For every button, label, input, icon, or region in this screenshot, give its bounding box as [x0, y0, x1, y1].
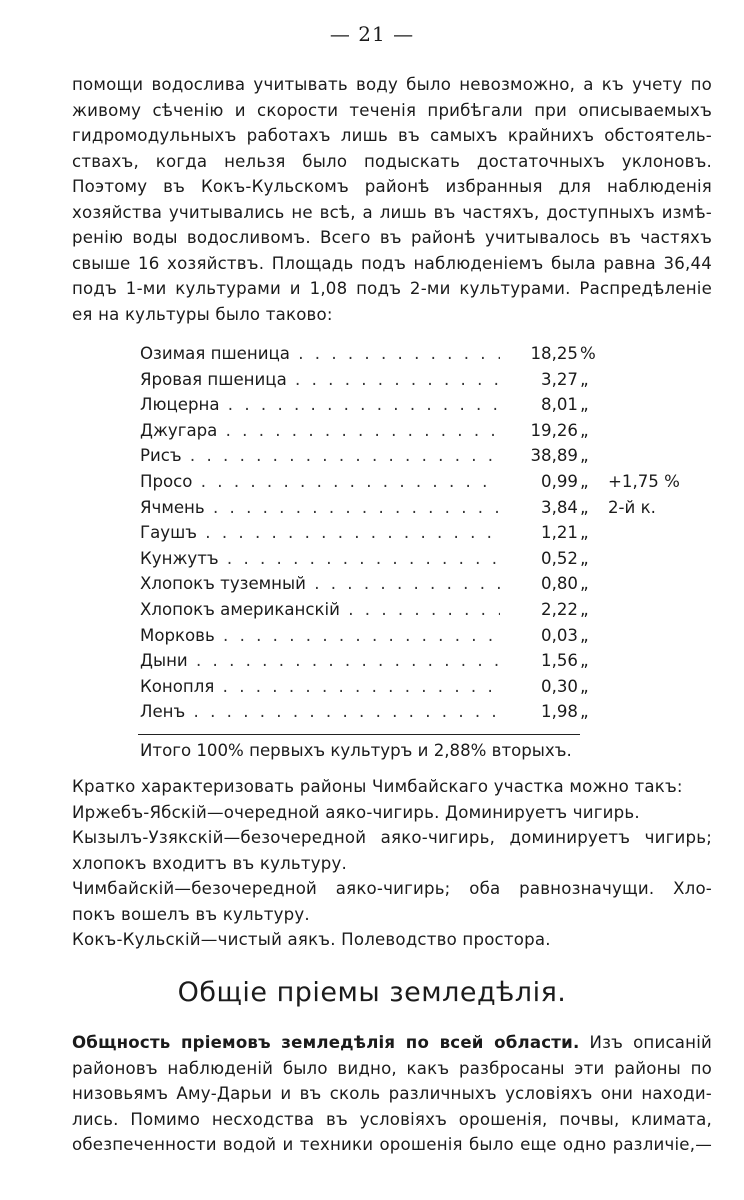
table-row — [140, 392, 700, 418]
crop-name: Гаушъ . . . — [140, 520, 500, 546]
crop-unit: „ — [580, 420, 589, 440]
crop-unit: „ — [580, 676, 589, 696]
crop-unit: „ — [580, 395, 589, 415]
text-line: помощи водослива учитывать воду было невозможно, а къ учету по — [72, 75, 712, 94]
text-line: обезпеченности водой и техники орошенія было еще одно различіе,— — [72, 1135, 712, 1154]
table-row — [140, 674, 700, 700]
table-row — [140, 520, 700, 546]
crop-value: 1,21 — [541, 523, 578, 543]
crop-note: +1,75 % — [608, 471, 680, 491]
crop-unit: „ — [580, 548, 589, 568]
crop-unit: „ — [580, 497, 589, 517]
crop-value: 19,26 — [530, 420, 578, 440]
text-line: Кратко характеризовать районы Чимбайскаго участка можно такъ: — [72, 777, 683, 796]
crop-value: 0,80 — [541, 574, 578, 594]
table-row — [140, 443, 700, 469]
text-line: Кокъ-Кульскій—чистый аякъ. Полеводство простора. — [72, 930, 551, 949]
table-row — [140, 623, 700, 649]
crop-name: Джугара . . . — [140, 418, 500, 444]
text-line: Кызылъ-Узякскій—безочередной аяко-чигирь, доминируетъ чигирь; — [72, 828, 712, 847]
crop-value: 0,52 — [541, 548, 578, 568]
crop-name: Хлопокъ американскій . . . — [140, 597, 500, 623]
crop-unit: „ — [580, 446, 589, 466]
crop-note: 2-й к. — [608, 497, 656, 517]
crop-name: Люцерна . . . — [140, 392, 500, 418]
section-title: Общіе пріемы земледѣлія. — [177, 977, 567, 1008]
crop-unit: „ — [580, 471, 589, 491]
text-line: Поэтому въ Кокъ-Кульскомъ районѣ избранныя для наблюденія — [72, 177, 712, 196]
crop-value: 0,03 — [541, 625, 578, 645]
text-line: Иржебъ-Ябскій—очередной аяко-чигирь. Доминируетъ чигирь. — [72, 802, 640, 822]
text-line: Чимбайскій—безочередной аяко-чигирь; оба равнозначущи. Хло- — [72, 879, 712, 898]
crop-value: 0,30 — [541, 676, 578, 696]
text-line: живому сѣченію и скорости теченія прибѣгали при описываемыхъ — [72, 100, 712, 120]
total-divider — [138, 734, 580, 735]
text-line: гидромодульныхъ работахъ лишь въ самыхъ крайнихъ обстоятель- — [72, 126, 712, 145]
intro-paragraph — [72, 72, 712, 327]
crop-value: 0,99 — [541, 471, 578, 491]
table-row — [140, 341, 700, 367]
table-row — [140, 699, 700, 725]
table-row — [140, 367, 700, 393]
crop-unit: „ — [580, 523, 589, 543]
table-row — [140, 571, 700, 597]
page-number: — 21 — — [329, 22, 415, 46]
text-line — [72, 1030, 712, 1056]
table-row — [140, 469, 700, 495]
text-line: свыше 16 хозяйствъ. Площадь подъ наблюденіемъ была равна 36,44 — [72, 253, 712, 273]
run-in-heading: Общность пріемовъ земледѣлія по всей области. — [72, 1033, 580, 1052]
crop-value: 3,27 — [541, 369, 578, 389]
crop-name: Морковь . . . — [140, 623, 500, 649]
crop-value: 18,25 — [530, 344, 578, 363]
text-line: ствахъ, когда нельзя было подыскать достаточныхъ уклоновъ. — [72, 151, 712, 171]
table-row — [140, 546, 700, 572]
crop-value: 1,98 — [541, 702, 578, 722]
text-line: районовъ наблюденій было видно, какъ разбросаны эти районы по — [72, 1058, 712, 1078]
table-row — [140, 418, 700, 444]
text-line: ея на культуры было таково: — [72, 304, 333, 324]
closing-paragraph — [72, 1030, 712, 1158]
text-line: низовьямъ Аму-Дарьи и въ сколь различныхъ условіяхъ они находи- — [72, 1084, 712, 1103]
crop-unit: % — [580, 344, 596, 363]
crop-value: 3,84 — [541, 497, 578, 517]
table-row — [140, 495, 700, 521]
text-fragment: Изъ описаній — [589, 1033, 713, 1052]
crop-value: 1,56 — [541, 651, 578, 671]
district-summary — [72, 774, 712, 953]
crop-unit: „ — [580, 369, 589, 389]
crop-unit: „ — [580, 574, 589, 594]
total-line: Итого 100% первыхъ культуръ и 2,88% вторыхъ. — [140, 741, 572, 760]
crop-name: Просо . . . — [140, 469, 500, 495]
crop-distribution-table — [140, 341, 700, 725]
text-line: ренію воды водосливомъ. Всего въ районѣ учитывалось въ частяхъ — [72, 228, 712, 247]
text-line: лись. Помимо несходства въ условіяхъ орошенія, почвы, климата, — [72, 1109, 712, 1129]
crop-name: Дыни . . . — [140, 648, 500, 674]
crop-value: 38,89 — [530, 446, 578, 466]
crop-name: Рисъ . . . — [140, 443, 500, 469]
crop-name: Хлопокъ туземный . . . — [140, 571, 500, 597]
crop-name: Конопля . . . — [140, 674, 500, 700]
crop-name: Кунжутъ . . . — [140, 546, 500, 572]
crop-value: 2,22 — [541, 599, 578, 619]
crop-unit: „ — [580, 702, 589, 722]
text-line: покъ вошелъ въ культуру. — [72, 904, 310, 924]
text-line: хлопокъ входитъ въ культуру. — [72, 853, 347, 873]
text-line: подъ 1-ми культурами и 1,08 подъ 2-ми культурами. Распредѣленіе — [72, 279, 712, 298]
text-line: хозяйства учитывались не всѣ, а лишь въ частяхъ, доступныхъ измѣ- — [72, 202, 712, 222]
table-row — [140, 597, 700, 623]
table-row — [140, 648, 700, 674]
crop-name: Ячмень . . . — [140, 495, 500, 521]
crop-value: 8,01 — [541, 395, 578, 415]
crop-unit: „ — [580, 651, 589, 671]
crop-name: Ленъ . . . — [140, 699, 500, 725]
crop-name: Яровая пшеница . . . — [140, 367, 500, 393]
crop-unit: „ — [580, 599, 589, 619]
crop-unit: „ — [580, 625, 589, 645]
crop-name: Озимая пшеница . . . — [140, 341, 500, 367]
